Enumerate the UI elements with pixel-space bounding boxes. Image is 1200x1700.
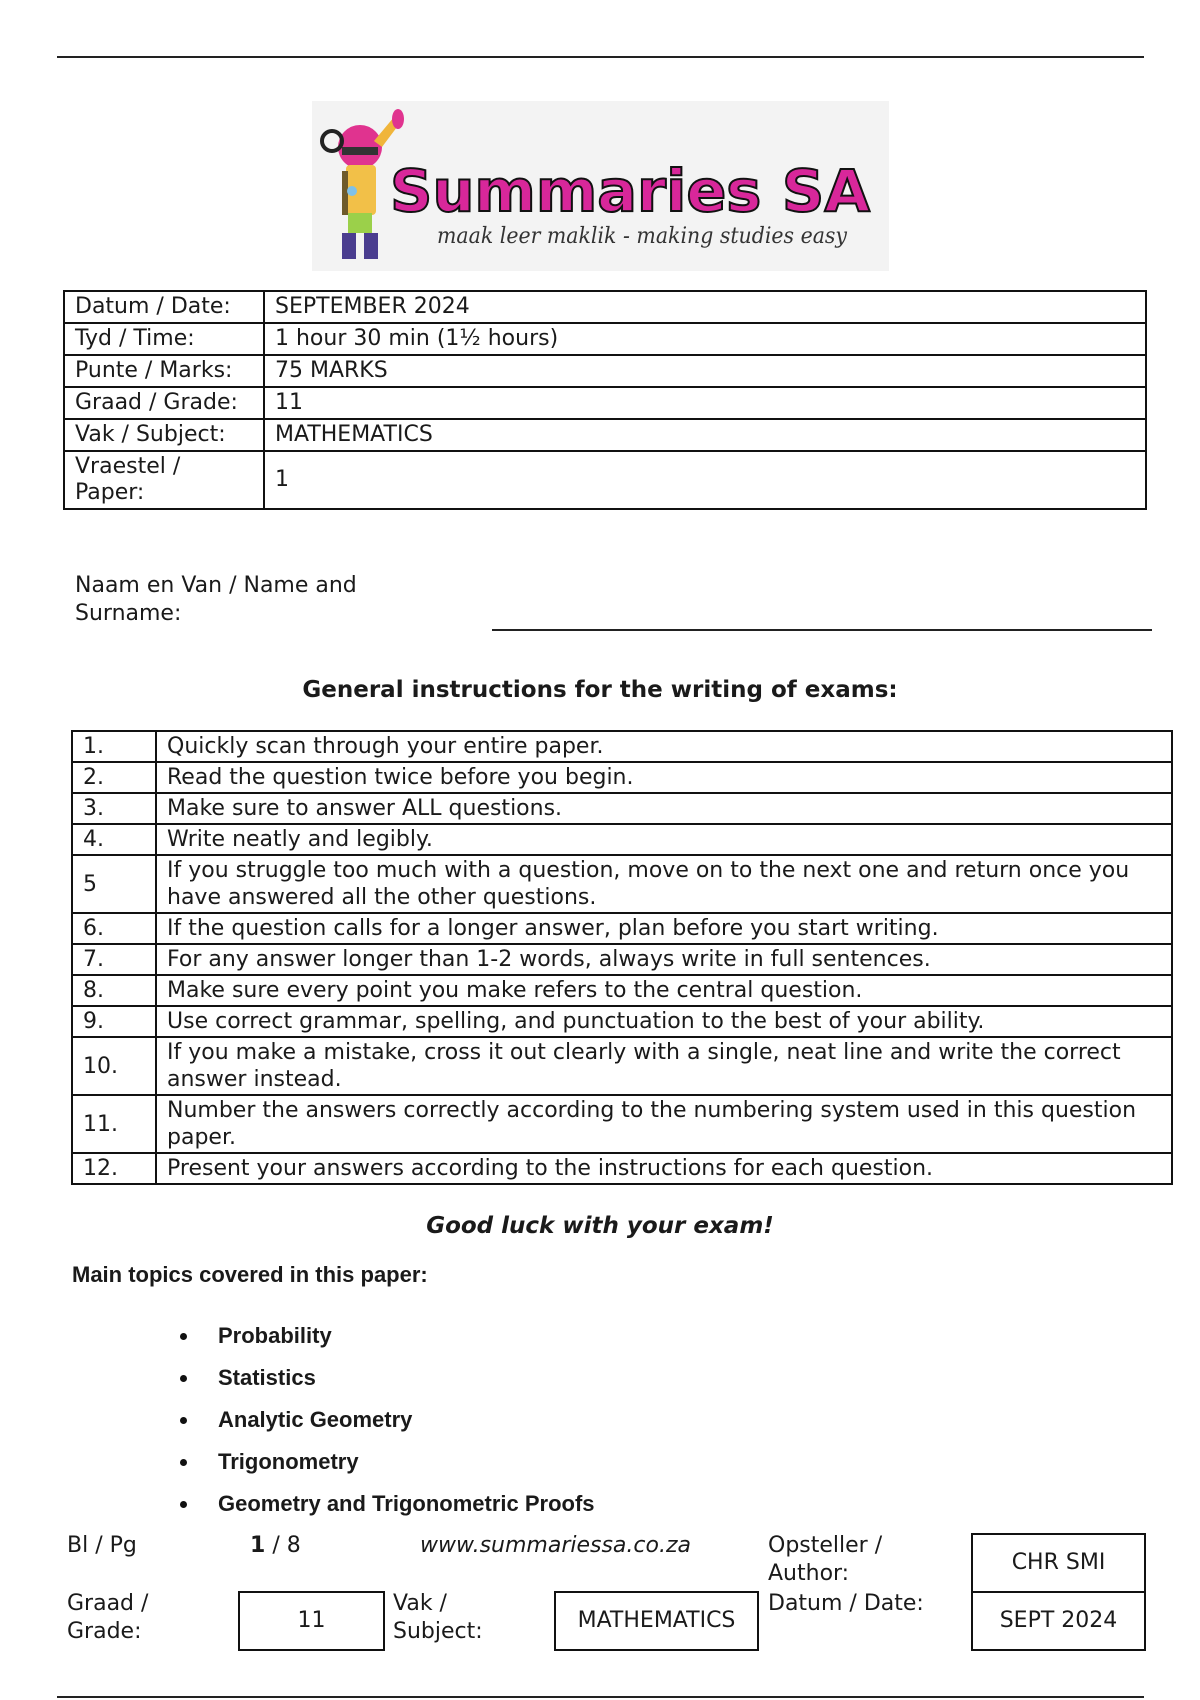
info-label: Tyd / Time: xyxy=(64,323,264,355)
good-luck-text: Good luck with your exam! xyxy=(426,1213,774,1239)
instruction-number: 5 xyxy=(72,855,156,913)
instruction-row xyxy=(72,855,1172,913)
name-surname-field[interactable] xyxy=(492,629,1152,631)
bullet-icon xyxy=(180,1375,187,1382)
footer-date-box: SEPT 2024 xyxy=(971,1591,1146,1651)
logo-brand-text: Summaries SA xyxy=(390,157,871,225)
info-value: 1 xyxy=(264,451,1146,509)
topic-text: Probability xyxy=(218,1323,332,1348)
instruction-text: For any answer longer than 1-2 words, always write in full sentences. xyxy=(156,944,1172,975)
footer-author-label: Opsteller / Author: xyxy=(768,1533,883,1586)
topic-item xyxy=(180,1446,595,1488)
info-value: SEPTEMBER 2024 xyxy=(264,291,1146,323)
bullet-icon xyxy=(180,1333,187,1340)
instruction-row xyxy=(72,1153,1172,1184)
info-value: 11 xyxy=(264,387,1146,419)
instruction-number: 1. xyxy=(72,731,156,762)
footer-grade-box: 11 xyxy=(238,1591,385,1651)
instruction-row xyxy=(72,913,1172,944)
instruction-text: Quickly scan through your entire paper. xyxy=(156,731,1172,762)
instruction-number: 11. xyxy=(72,1095,156,1153)
topic-item xyxy=(180,1362,595,1404)
footer-website: www.summariessa.co.za xyxy=(420,1533,691,1558)
footer-page-current: 1 xyxy=(250,1533,266,1558)
instruction-text: Write neatly and legibly. xyxy=(156,824,1172,855)
instruction-number: 12. xyxy=(72,1153,156,1184)
logo-tagline-text: maak leer maklik - making studies easy xyxy=(437,224,848,249)
topic-item xyxy=(180,1404,595,1446)
instruction-text: If you make a mistake, cross it out clearly with a single, neat line and write the correct answer instead. xyxy=(156,1037,1172,1095)
info-label: Graad / Grade: xyxy=(64,387,264,419)
bottom-rule xyxy=(57,1696,1144,1698)
info-row xyxy=(64,387,1146,419)
instruction-row xyxy=(72,975,1172,1006)
instruction-row xyxy=(72,1006,1172,1037)
info-label: Vak / Subject: xyxy=(64,419,264,451)
topics-title: Main topics covered in this paper: xyxy=(72,1262,428,1287)
top-rule xyxy=(57,56,1144,58)
info-row xyxy=(64,323,1146,355)
instruction-number: 9. xyxy=(72,1006,156,1037)
instruction-text: Number the answers correctly according to the numbering system used in this question paper. xyxy=(156,1095,1172,1153)
info-label: Datum / Date: xyxy=(64,291,264,323)
exam-info-table xyxy=(63,290,1147,510)
instruction-number: 10. xyxy=(72,1037,156,1095)
instruction-row xyxy=(72,824,1172,855)
info-label: Vraestel / Paper: xyxy=(64,451,264,509)
info-value: MATHEMATICS xyxy=(264,419,1146,451)
instruction-text: Present your answers according to the instructions for each question. xyxy=(156,1153,1172,1184)
instruction-text: Make sure every point you make refers to the central question. xyxy=(156,975,1172,1006)
footer-author-box: CHR SMI xyxy=(971,1533,1146,1593)
instruction-number: 2. xyxy=(72,762,156,793)
bullet-icon xyxy=(180,1459,187,1466)
instruction-number: 8. xyxy=(72,975,156,1006)
footer-subject-label: Vak / Subject: xyxy=(393,1591,483,1644)
topic-item xyxy=(180,1488,595,1530)
instruction-number: 4. xyxy=(72,824,156,855)
instruction-row xyxy=(72,1095,1172,1153)
footer-page-number xyxy=(250,1532,301,1560)
footer-page-total: / 8 xyxy=(272,1533,301,1558)
info-row xyxy=(64,291,1146,323)
instruction-text: If the question calls for a longer answer, plan before you start writing. xyxy=(156,913,1172,944)
info-value: 75 MARKS xyxy=(264,355,1146,387)
bullet-icon xyxy=(180,1501,187,1508)
topic-text: Trigonometry xyxy=(218,1449,359,1474)
instruction-text: Use correct grammar, spelling, and punctuation to the best of your ability. xyxy=(156,1006,1172,1037)
topic-text: Geometry and Trigonometric Proofs xyxy=(218,1491,595,1516)
bullet-icon xyxy=(180,1417,187,1424)
footer-subject-box: MATHEMATICS xyxy=(554,1591,759,1651)
info-value: 1 hour 30 min (1½ hours) xyxy=(264,323,1146,355)
info-row xyxy=(64,355,1146,387)
summaries-sa-logo xyxy=(312,101,889,271)
instruction-row xyxy=(72,762,1172,793)
instruction-row xyxy=(72,944,1172,975)
topic-text: Statistics xyxy=(218,1365,316,1390)
footer-date-label: Datum / Date: xyxy=(768,1591,924,1616)
footer-page-label: Bl / Pg xyxy=(67,1533,137,1558)
instruction-number: 3. xyxy=(72,793,156,824)
instruction-text: Make sure to answer ALL questions. xyxy=(156,793,1172,824)
instruction-row xyxy=(72,731,1172,762)
topic-text: Analytic Geometry xyxy=(218,1407,413,1432)
topic-item xyxy=(180,1320,595,1362)
instruction-number: 6. xyxy=(72,913,156,944)
instruction-row xyxy=(72,1037,1172,1095)
instructions-table xyxy=(71,730,1173,1185)
name-surname-label: Naam en Van / Name and Surname: xyxy=(75,573,357,626)
instruction-number: 7. xyxy=(72,944,156,975)
instruction-text: If you struggle too much with a question, move on to the next one and return once you have answered all the other questions. xyxy=(156,855,1172,913)
info-row xyxy=(64,451,1146,509)
instruction-text: Read the question twice before you begin. xyxy=(156,762,1172,793)
instructions-title: General instructions for the writing of exams: xyxy=(302,677,898,703)
info-label: Punte / Marks: xyxy=(64,355,264,387)
info-row xyxy=(64,419,1146,451)
footer-grade-label: Graad / Grade: xyxy=(67,1591,149,1644)
topics-list xyxy=(180,1320,595,1530)
instruction-row xyxy=(72,793,1172,824)
